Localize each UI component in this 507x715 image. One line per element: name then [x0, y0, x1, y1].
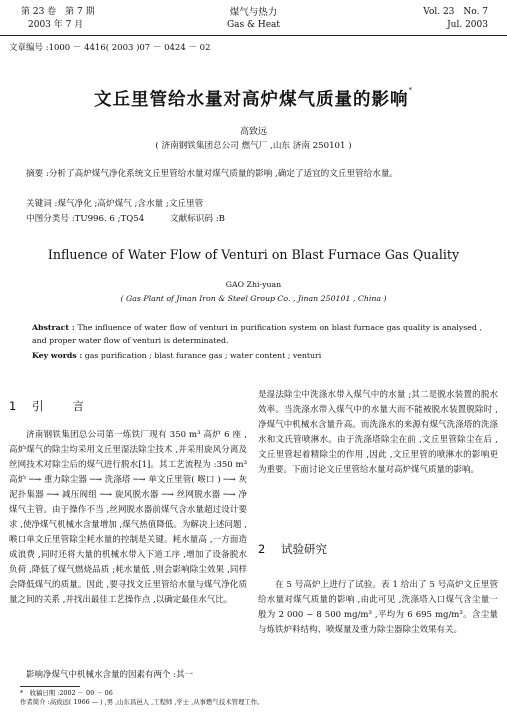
journal-name-en: Gas & Heat — [226, 20, 281, 30]
keywords-en-text: gas purification ; blast furance gas ; water content ; venturi — [84, 351, 322, 360]
section-2-number: 2 — [258, 542, 266, 556]
author-en: GAO Zhi-yuan — [225, 280, 282, 289]
journal-name-cn: 煤气与热力 — [229, 7, 278, 18]
paragraph-experiment: 在 5 号高炉上进行了试验。表 1 给出了 5 号高炉文丘里管给水量对煤气质量的影响 ,由此可见 ,洗涤塔入口煤气含尘量一般为 2 000 ~ 8 500 mg/m³ ,平均为 6 695 mg/m³。含尘量与炼铁炉料结构、喷煤量及重力除尘器除尘效果有关。 — [258, 580, 498, 635]
keywords-en-label: Key words : — [32, 351, 83, 360]
abstract-en — [32, 321, 482, 347]
volume-issue-en: Vol. 23 No. 7 — [423, 7, 488, 17]
paragraph-intro: 济南钢铁集团总公司第一炼铁厂现有 350 m³ 高炉 6 座 ,高炉煤气的除尘均采用文丘里湿法除尘技术 ,并采用旋风分离及丝网技术对除尘后的煤气进行脱水[1]。其工艺流程为 :350 m³ 高炉 ─→ 重力除尘器 ─→ 洗涤塔 ─→ 单文丘里管( 喉口 ) ─→ 灰泥扑集器 ─→ 减压阀组 ─→ 旋风脱水器 ─→ 丝网脱水器 ─→ 净煤气主管。由于操作不当 ,丝网脱水器前煤气含水量超过设计要求 ,使净煤气机械水含量增加 ,煤气热值降低。为解决上述问题 ,喉口单文丘里管除尘耗水量的控制是关键。耗水量高 ,一方面造成浪费 ,同时还将大量的机械水带入下道工序 ,增加了设备脱水负荷 ,降低了煤气燃烧品质 ;耗水量低 ,则会影响除尘效果 ,同样会降低煤气的质量。因此 ,要寻找文丘里管给水量与煤气净化质量之间的关系 ,并找出最佳工艺操作点 ,以确定最佳水气比。 — [9, 430, 247, 605]
author: 高致远 — [239, 127, 267, 137]
header-rule — [0, 35, 507, 36]
classification: 中图分类号 :TU996. 6 ;TQ54 文献标识码 :B — [26, 214, 225, 224]
footnote-rule — [20, 686, 80, 687]
title-footnote-mark: * — [408, 86, 413, 94]
footnote-author-bio: 作者简介 :高致远( 1966 — ) ,男 ,山东昌邑人 ,工程师 ,学士 ,从事燃气技术管理工作。 — [20, 698, 264, 706]
section-1-title: 引 言 — [31, 399, 86, 413]
abstract-en-label: Abstract : — [32, 323, 75, 332]
article-title-en: Influence of Water Flow of Venturi on Blast Furnace Gas Quality — [47, 247, 460, 262]
paragraph-intro-2: 影响净煤气中机械水含量的因素有两个 :其一 — [26, 670, 194, 680]
abstract-cn: 摘要 :分析了高炉煤气净化系统文丘里管给水量对煤气质量的影响 ,确定了适宜的文丘里管给水量。 — [26, 169, 399, 179]
section-1-heading — [9, 398, 86, 414]
section-1-number: 1 — [9, 399, 17, 413]
volume-issue: 第 23 卷 第 7 期 — [21, 7, 95, 17]
publication-date: 2003 年 7 月 — [28, 20, 84, 30]
footnote-received: * 收稿日期 :2002 － 09 － 06 — [20, 689, 113, 697]
keywords-en — [32, 349, 482, 362]
paragraph-continued: 是湿法除尘中洗涤水带入煤气中的水量 ;其二是脱水装置的脱水效率。当洗涤水带入煤气中的水量大而不能被脱水装置脱除时 ,净煤气中机械水含量升高。而洗涤水的来源有煤气洗涤塔的洗涤水和文氏管喷淋水。由于洗涤塔除尘在前 ,文丘里管除尘在后 ,文丘里管起着精除尘的作用 ,因此 ,文丘里管的喷淋水的影响更为重要。下面讨论文丘里管给水量对高炉煤气质量的影响。 — [258, 390, 498, 475]
article-title: 文丘里管给水量对高炉煤气质量的影响* — [94, 86, 413, 110]
section-2-title: 试验研究 — [280, 542, 327, 556]
publication-date-en: Jul. 2003 — [447, 20, 488, 30]
abstract-en-text: The influence of water flow of venturi in purification system on blast furnace gas quality is analysed , and proper water flow of venturi is determinated. — [32, 323, 483, 345]
affiliation-en: ( Gas Plant of Jinan Iron & Steel Group Co. , Jinan 250101 , China ) — [120, 294, 387, 303]
article-number: 文章编号 :1000 － 4416( 2003 )07 － 0424 － 02 — [9, 43, 211, 53]
keywords-cn: 关键词 :煤气净化 ;高炉煤气 ;含水量 ;文丘里管 — [26, 199, 204, 209]
section-2-heading — [258, 541, 327, 557]
affiliation: ( 济南钢铁集团总公司 燃气厂 ,山东 济南 250101 ) — [155, 141, 352, 151]
